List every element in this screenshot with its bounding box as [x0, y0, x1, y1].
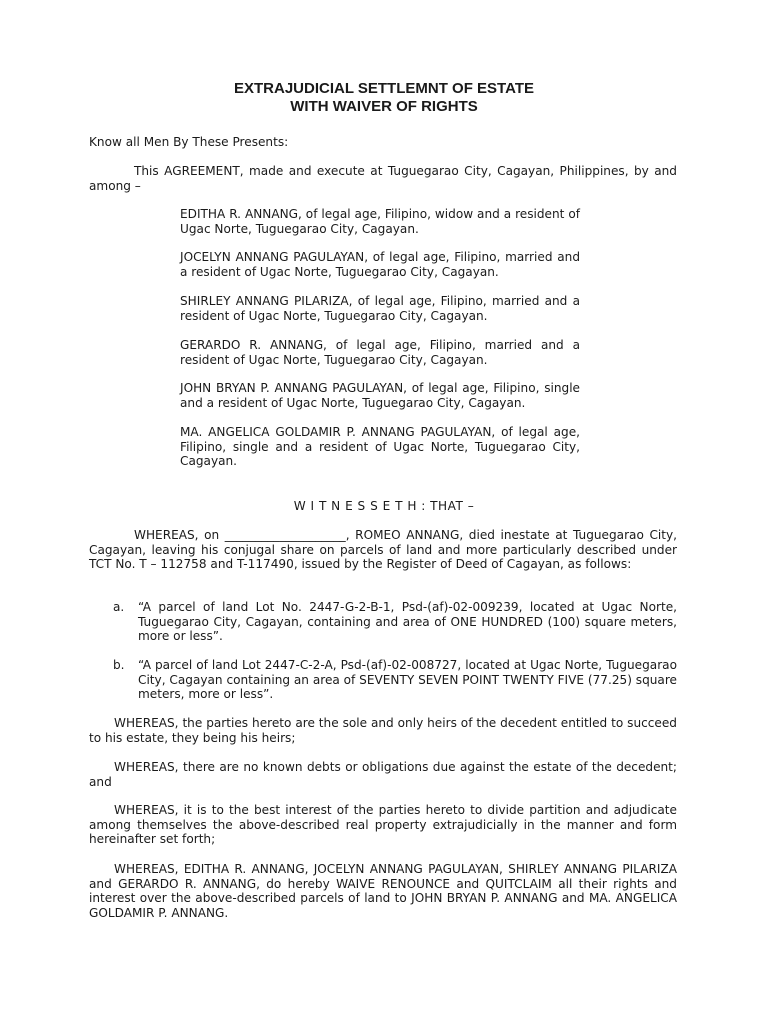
- whereas-paragraph-5: WHEREAS, EDITHA R. ANNANG, JOCELYN ANNANG PAGULAYAN, SHIRLEY ANNANG PILARIZA and GERARDO R. ANNANG, do hereby WAIVE RENOUNCE and QUITCLAIM all their rights and interest over the above-described parcels of land to JOHN BRYAN P. ANNANG and MA. ANGELICA GOLDAMIR P. ANNANG.: [89, 862, 677, 920]
- parcel-marker: a.: [113, 600, 125, 614]
- whereas-paragraph-4: WHEREAS, it is to the best interest of the parties hereto to divide partition and adjudicate among themselves the above-described real property extrajudicially in the manner and form hereinafter set forth;: [89, 803, 677, 847]
- parcel-marker: b.: [113, 658, 125, 672]
- whereas-paragraph-2: WHEREAS, the parties hereto are the sole and only heirs of the decedent entitled to succeed to his estate, they being his heirs;: [89, 716, 677, 745]
- parcel-description: “A parcel of land Lot No. 2447-G-2-B-1, Psd-(af)-02-009239, located at Ugac Norte, Tuguegarao City, Cagayan, containing and area of ONE HUNDRED (100) square meters, more or less”.: [138, 600, 677, 644]
- witnesseth-heading: W I T N E S S E T H : THAT –: [293, 499, 475, 513]
- document-title-line-1: EXTRAJUDICIAL SETTLEMNT OF ESTATE: [233, 80, 534, 97]
- parcel-description: “A parcel of land Lot 2447-C-2-A, Psd-(af)-02-008727, located at Ugac Norte, Tuguegarao City, Cagayan containing an area of SEVENTY SEVEN POINT TWENTY FIVE (77.25) square meters, more or less”.: [138, 658, 677, 702]
- party-shirley: SHIRLEY ANNANG PILARIZA, of legal age, Filipino, married and a resident of Ugac Norte, Tuguegarao City, Cagayan.: [180, 294, 580, 323]
- party-gerardo: GERARDO R. ANNANG, of legal age, Filipino, married and a resident of Ugac Norte, Tuguegarao City, Cagayan.: [180, 338, 580, 367]
- intro-paragraph: This AGREEMENT, made and execute at Tuguegarao City, Cagayan, Philippines, by and among –: [89, 164, 677, 193]
- party-jocelyn: JOCELYN ANNANG PAGULAYAN, of legal age, Filipino, married and a resident of Ugac Norte, Tuguegarao City, Cagayan.: [180, 250, 580, 279]
- whereas-paragraph-3: WHEREAS, there are no known debts or obligations due against the estate of the decedent; and: [89, 760, 677, 789]
- party-ma-angelica: MA. ANGELICA GOLDAMIR P. ANNANG PAGULAYAN, of legal age, Filipino, single and a resident of Ugac Norte, Tuguegarao City, Cagayan.: [180, 425, 580, 469]
- party-john-bryan: JOHN BRYAN P. ANNANG PAGULAYAN, of legal age, Filipino, single and a resident of Ugac Norte, Tuguegarao City, Cagayan.: [180, 381, 580, 410]
- whereas-paragraph-1: WHEREAS, on ____________________, ROMEO ANNANG, died inestate at Tuguegarao City, Cagayan, leaving his conjugal share on parcels of land and more particularly described under TCT No. T – 112758 and T-117490, issued by the Register of Deed of Cagayan, as follows:: [89, 528, 677, 572]
- party-editha: EDITHA R. ANNANG, of legal age, Filipino, widow and a resident of Ugac Norte, Tuguegarao City, Cagayan.: [180, 207, 580, 236]
- salutation: Know all Men By These Presents:: [89, 135, 289, 149]
- document-title-line-2: WITH WAIVER OF RIGHTS: [290, 98, 478, 115]
